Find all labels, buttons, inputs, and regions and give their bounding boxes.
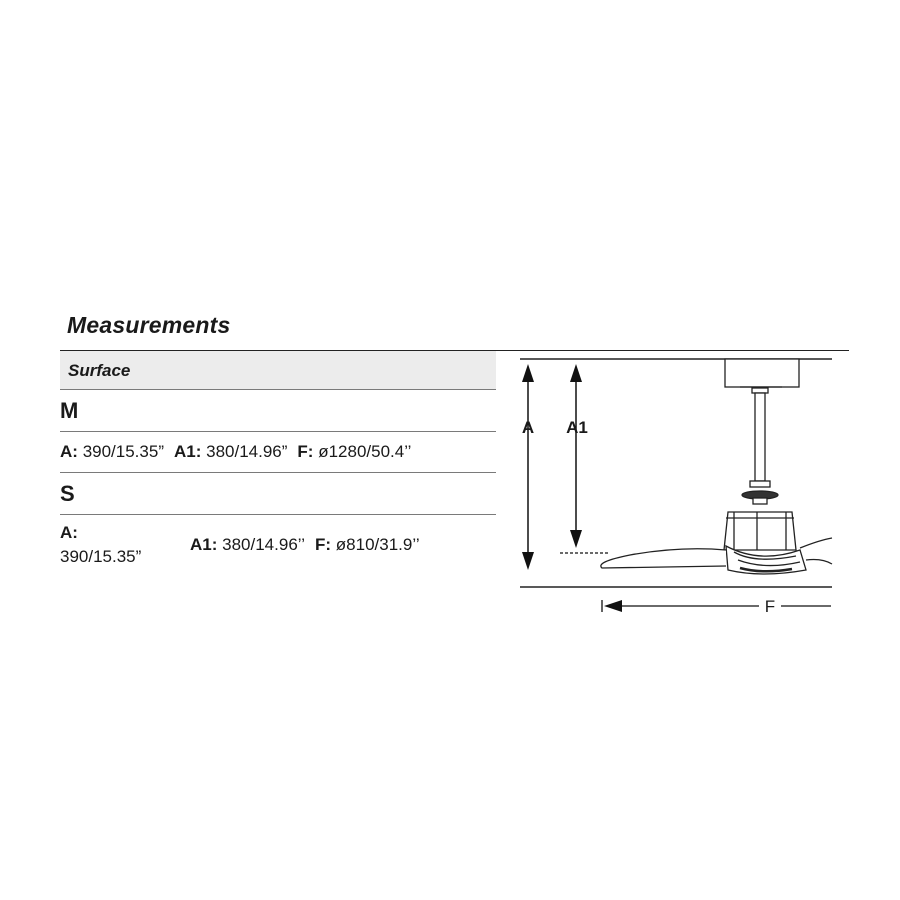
dimension-a1-arrow [570, 364, 582, 548]
section-header-surface: Surface [60, 351, 496, 390]
spec-row-s [60, 515, 496, 569]
dimension-f-arrow [602, 600, 831, 612]
ceiling-fan-drawing [601, 359, 832, 574]
measurements-table [60, 351, 496, 569]
dimension-a1-label: A1 [566, 418, 588, 437]
spec-a: A: 390/15.35” [60, 523, 142, 566]
spec-a: A: 390/15.35” [60, 442, 164, 461]
fan-dimension-diagram [500, 350, 860, 630]
spec-f: F: ø1280/50.4’’ [297, 442, 412, 461]
spec-f: F: ø810/31.9’’ [315, 535, 420, 554]
spec-a1: A1: 380/14.96” [173, 442, 288, 461]
size-label-m: M [60, 390, 496, 432]
page-title: Measurements [67, 312, 231, 338]
spec-a1: A1: 380/14.96’’ [190, 535, 306, 554]
size-label-s: S [60, 473, 496, 515]
dimension-f-label: F [764, 597, 776, 616]
dimension-a-arrow [522, 364, 534, 570]
spec-row-m [60, 432, 496, 473]
dimension-a-label: A [521, 418, 535, 437]
